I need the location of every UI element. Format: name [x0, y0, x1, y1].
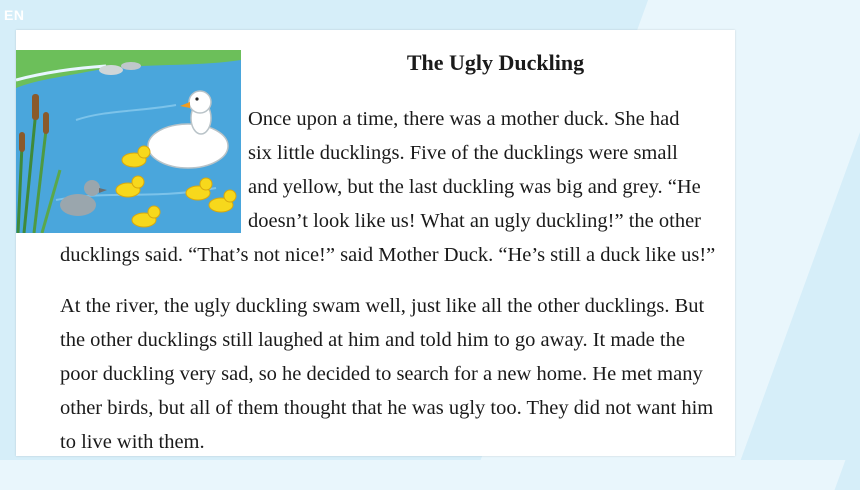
- paragraph2-line: At the river, the ugly duckling swam well, just like all the other ducklings. But: [60, 295, 705, 317]
- bg-stripe: [0, 460, 845, 490]
- paragraph1-line: six little ducklings. Five of the ducklings were small: [248, 142, 678, 164]
- paragraph1-line: and yellow, but the last duckling was big and grey. “He: [248, 176, 701, 198]
- paragraph2-line: poor duckling very sad, so he decided to search for a new home. He met many: [60, 363, 703, 385]
- paragraph1-line: ducklings said. “That’s not nice!” said Mother Duck. “He’s still a duck like us!”: [60, 244, 716, 266]
- paragraph2-line: to live with them.: [60, 431, 205, 453]
- paragraph1-line: doesn’t look like us! What an ugly duckling!” the other: [248, 210, 701, 232]
- paragraph2-line: the other ducklings still laughed at him and told him to go away. It made the: [60, 329, 685, 351]
- story-title: The Ugly Duckling: [406, 50, 585, 75]
- story-page: [16, 30, 735, 456]
- paragraph1-line: Once upon a time, there was a mother duck. She had: [248, 108, 680, 130]
- language-badge: EN: [4, 7, 25, 23]
- duck-illustration: [16, 50, 241, 233]
- paragraph2-line: other birds, but all of them thought that he was ugly too. They did not want him: [60, 397, 714, 419]
